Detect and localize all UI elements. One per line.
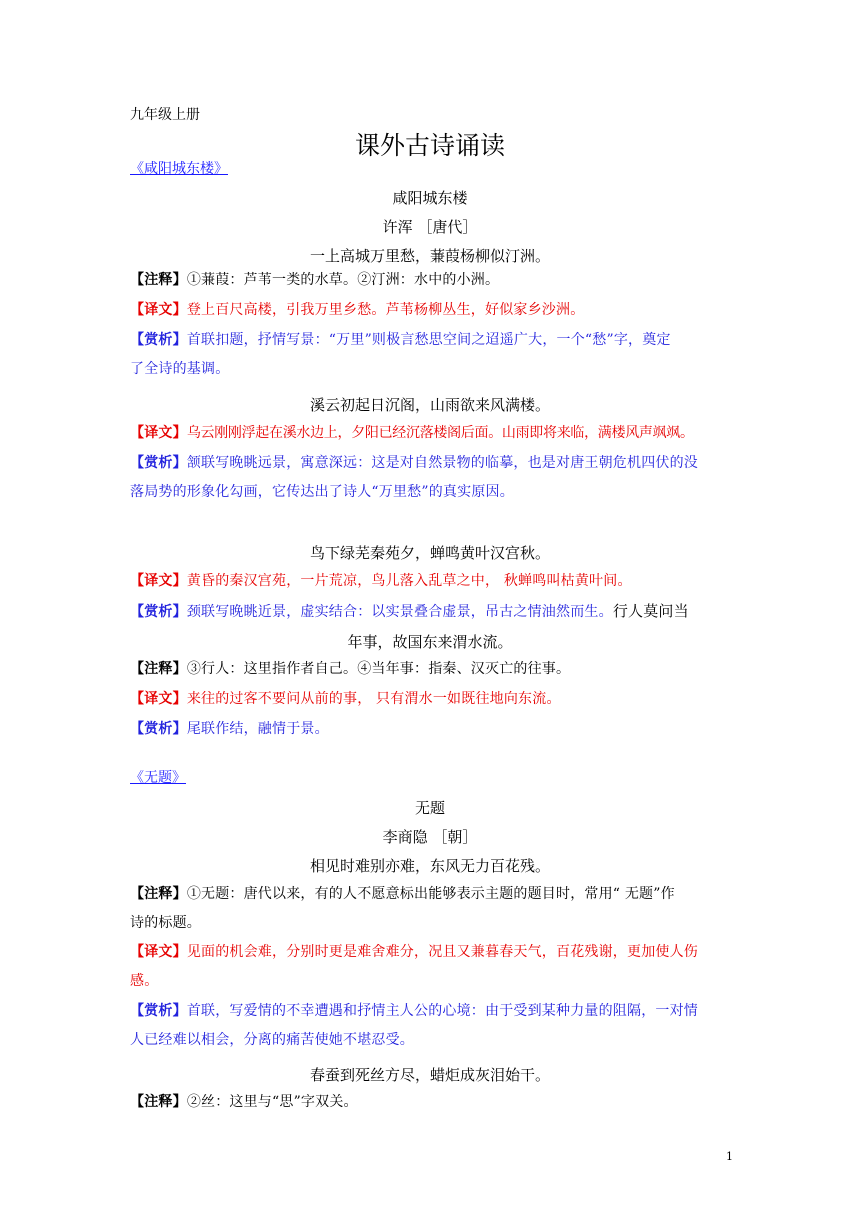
- poem1-author: 许浑 ［唐代］: [382, 218, 478, 236]
- appr-text: 颈联写晚眺近景，虚实结合：以实景叠合虚景，吊古之情油然而生。: [186, 604, 613, 620]
- appr-text-cont: 了全诗的基调。: [130, 361, 230, 377]
- page-number: 1: [726, 1150, 733, 1163]
- poem2-author: 李商隐 ［朝］: [382, 828, 478, 846]
- appr-label: 【赏析】: [130, 721, 187, 737]
- appr-text: 首联，写爱情的不幸遭遇和抒情主人公的心境：由于受到某种力量的阻隔，一对情: [186, 1003, 699, 1019]
- poem1-appr2: [130, 449, 730, 507]
- poem1-line3: 鸟下绿芜秦苑夕，蝉鸣黄叶汉宫秋。: [309, 544, 550, 562]
- trans-label: 【译文】: [130, 425, 187, 441]
- poem2-title: 无题: [414, 799, 445, 817]
- poem1-title: 咸阳城东楼: [392, 189, 468, 207]
- poem2-note2: [130, 1088, 730, 1117]
- note-label: 【注释】: [130, 661, 187, 677]
- note-text: ①蒹葭：芦苇一类的水草。②汀洲：水中的小洲。: [186, 272, 500, 288]
- poem1-appr4: [130, 715, 730, 744]
- trans-text-cont: 感。: [130, 973, 159, 989]
- appr-label: 【赏析】: [130, 1003, 187, 1019]
- poem1-appr1: [130, 326, 730, 384]
- poem1-trans1: [130, 296, 730, 325]
- page-title: 课外古诗诵读: [354, 131, 505, 160]
- trans-label: 【译文】: [130, 573, 187, 589]
- poem1-line4-end: 年事，故国东来渭水流。: [347, 633, 513, 651]
- grade-label: 九年级上册: [130, 107, 200, 123]
- note-label: 【注释】: [130, 1094, 187, 1110]
- note-text: ②丝：这里与“思”字双关。: [186, 1094, 358, 1110]
- poem2-line1: 相见时难别亦难，东风无力百花残。: [309, 857, 550, 875]
- appr-text: 首联扣题，抒情写景：“万里”则极言愁思空间之迢遥广大，一个“愁”字，奠定: [186, 332, 671, 348]
- poem1-note4: [130, 655, 730, 684]
- trans-text: 见面的机会难，分别时更是难舍难分，况且又兼暮春天气，百花残谢，更加使人伤: [186, 944, 699, 960]
- poem2-note1: [130, 880, 730, 938]
- trans-text: 来往的过客不要问从前的事， 只有渭水一如既往地向东流。: [186, 691, 561, 707]
- poem1-line2: 溪云初起日沉阁，山雨欲来风满楼。: [309, 396, 550, 414]
- note-label: 【注释】: [130, 886, 187, 902]
- poem1-note1: [130, 266, 730, 295]
- trans-text: 乌云刚刚浮起在溪水边上，夕阳已经沉落楼阁后面。山雨即将来临，满楼风声飒飒。: [186, 425, 694, 441]
- trans-text: 登上百尺高楼，引我万里乡愁。芦苇杨柳丛生，好似家乡沙洲。: [186, 302, 585, 318]
- appr-text: 尾联作结，融情于景。: [186, 721, 329, 737]
- trans-text: 黄昏的秦汉宫苑，一片荒凉，鸟儿落入乱草之中， 秋蝉鸣叫枯黄叶间。: [186, 573, 632, 589]
- note-text: ①无题：唐代以来，有的人不愿意标出能够表示主题的题目时，常用“ 无题”作: [186, 886, 675, 902]
- poem2-trans1: [130, 938, 730, 996]
- poem1-trans2: [130, 419, 730, 448]
- poem1-line4-start: 行人莫问当: [612, 602, 689, 620]
- poem1-trans3: [130, 567, 730, 596]
- appr-text-cont: 人已经难以相会，分离的痛苦使她不堪忍受。: [130, 1032, 414, 1048]
- trans-label: 【译文】: [130, 691, 187, 707]
- poem1-line1: 一上高城万里愁，蒹葭杨柳似汀洲。: [309, 247, 550, 265]
- note-text-cont: 诗的标题。: [130, 915, 201, 931]
- appr-label: 【赏析】: [130, 332, 187, 348]
- trans-label: 【译文】: [130, 944, 187, 960]
- poem1-appr3: [130, 597, 730, 627]
- poem1-trans4: [130, 685, 730, 714]
- appr-label: 【赏析】: [130, 604, 187, 620]
- poem2-appr1: [130, 997, 730, 1055]
- trans-label: 【译文】: [130, 302, 187, 318]
- note-label: 【注释】: [130, 272, 187, 288]
- poem1-link[interactable]: 《咸阳城东楼》: [130, 161, 228, 177]
- appr-text-cont: 落局势的形象化勾画，它传达出了诗人“万里愁”的真实原因。: [130, 484, 514, 500]
- appr-text: 颔联写晚眺远景，寓意深远：这是对自然景物的临摹，也是对唐王朝危机四伏的没: [186, 455, 699, 471]
- appr-label: 【赏析】: [130, 455, 187, 471]
- poem2-line2: 春蚕到死丝方尽，蜡炬成灰泪始干。: [309, 1066, 550, 1084]
- note-text: ③行人：这里指作者自己。④当年事：指秦、汉灭亡的往事。: [186, 661, 571, 677]
- poem2-link[interactable]: 《无题》: [130, 770, 186, 786]
